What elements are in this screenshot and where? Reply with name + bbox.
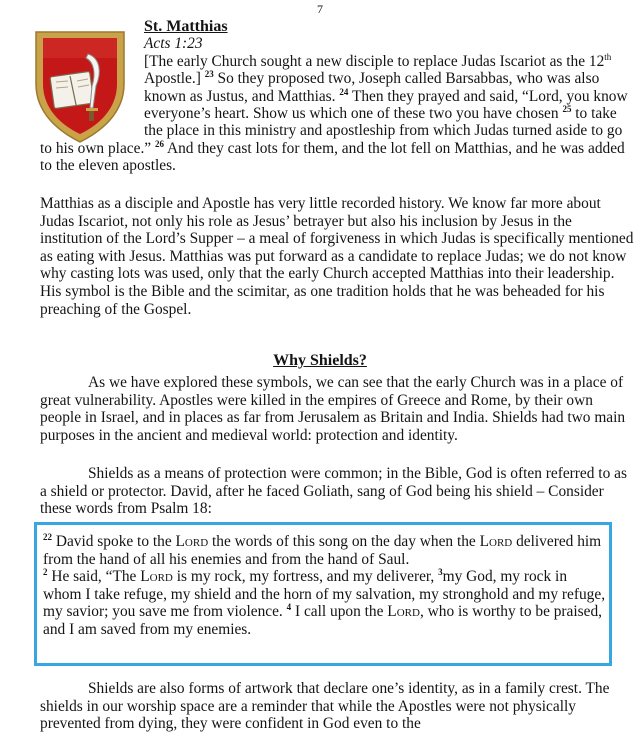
verse-text: And they cast lots for them, and the lot fell on Matthias, and he was added to the eleven apostles. — [40, 139, 625, 175]
verse-text: Then they prayed and said, “Lord, you know everyone’s heart. Show us which one of these two you have chosen — [144, 87, 628, 123]
verse-number: 3 — [438, 567, 443, 578]
page-number: 7 — [317, 2, 323, 16]
psalm-verse-22: $^{22}$ David spoke to the Lord the words of this song on the day when the Lord delivered him from the hand of all his enemies and from the hand of Saul. — [43, 531, 602, 568]
psalm-18-box — [34, 522, 612, 666]
matthias-paragraph: Matthias as a disciple and Apostle has very little recorded history. We know far more about Judas Iscariot, not only his role as Jesus’ betrayer but also his inclusion by Jesus in the institution of the Lord’s Supper – a meal of forgiveness in which Judas is specifically mentioned as eating with Jesus. Matthias was put forward as a candidate to replace Judas; we do not know why casting lots was used, only that the early Church accepted Matthias into their leadership. His symbol is the Bible and the scimitar, as one tradition holds that he was beheaded for his preaching of the Gospel. — [40, 195, 634, 318]
closing-paragraph: Shields are also forms of artwork that declare one’s identity, as in a family crest. The shields in our worship space are a reminder that while the Apostles were not physically prevented from dying, they were confident in God even to the — [40, 680, 610, 733]
psalm-verses-2-4: $^2$ He said, “The Lord is my rock, my fortress, and my deliverer, $^3$my God, my rock in whom I take refuge, my shield and the horn of my salvation, my stronghold and my refuge, my savior; you save me from violence. $^4$ I call upon the Lord, who is worthy to be praised, and I am saved from my enemies. — [43, 567, 606, 638]
why-shields-paragraph-2: Shields as a means of protection were common; in the Bible, God is often referred to as a shield or protector. David, after he faced Goliath, sang of God being his shield – Consider these words from Psalm 18: — [40, 465, 627, 518]
section-title-st-matthias: St. Matthias — [144, 18, 228, 35]
verse-number: 26 — [154, 138, 164, 149]
verse-number: 23 — [204, 69, 214, 80]
verse-number: 22 — [43, 531, 52, 542]
section-heading-why-shields: Why Shields? — [273, 352, 367, 369]
verse-number: 4 — [286, 602, 292, 613]
verse-number: 2 — [43, 567, 48, 578]
st-matthias-section — [40, 18, 636, 175]
verse-text: to take the place in this ministry and apostleship from which Judas turned aside to go to his own place.” — [40, 105, 623, 157]
intro-text: [The early Church sought a new disciple to replace Judas Iscariot as the 12 — [144, 52, 605, 70]
verse-number: 25 — [562, 103, 572, 114]
why-shields-paragraph-1: As we have explored these symbols, we can see that the early Church was in a place of great vulnerability. Apostles were killed in the empires of Greece and Rome, by their own people in Israel, and in places as far from Jerusalem as Britain and India. Shields had two main purposes in the ancient and medieval world: protection and identity. — [40, 374, 626, 444]
scripture-reference: Acts 1:23 — [144, 35, 203, 53]
intro-text: Apostle.] — [144, 70, 205, 88]
ordinal-suffix: th — [604, 51, 612, 62]
verse-number: 24 — [339, 86, 349, 97]
verse-text: So they proposed two, Joseph called Barsabbas, who was also known as Justus, and Matthias. — [144, 70, 600, 105]
